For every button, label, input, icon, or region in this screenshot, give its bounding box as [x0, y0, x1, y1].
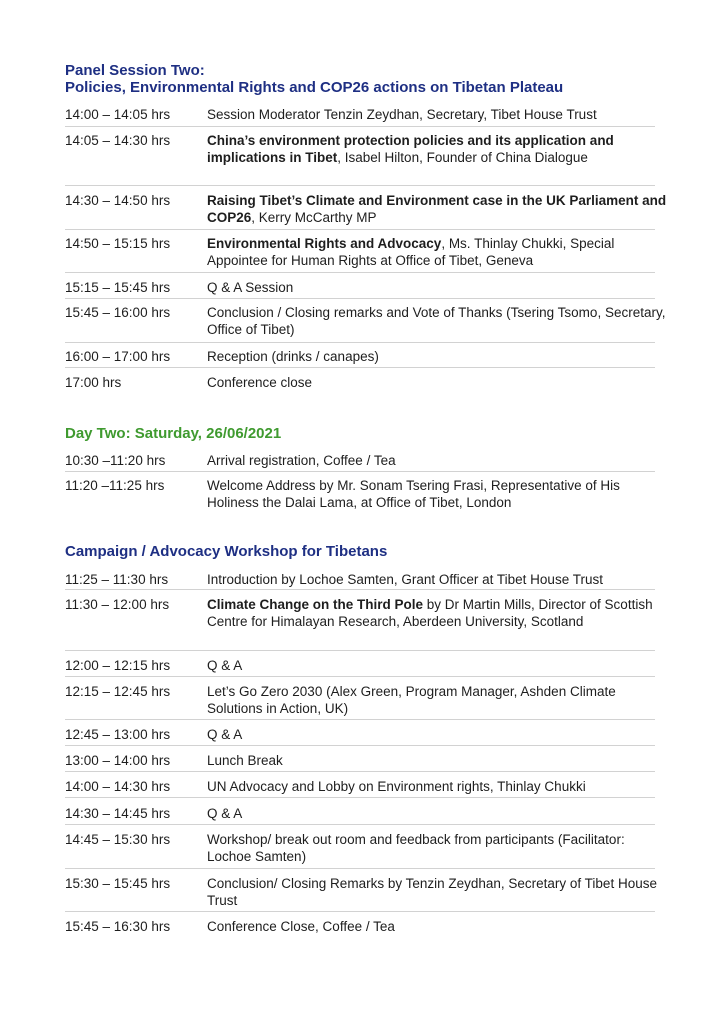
row-title-bold: China’s environment protection policies and its application and implications in Tibet: [207, 133, 614, 165]
row-divider: [65, 471, 655, 472]
row-time: 14:30 – 14:50 hrs: [65, 193, 171, 208]
row-description: [207, 452, 667, 469]
row-description: [207, 918, 667, 935]
row-divider: [65, 719, 655, 720]
row-text: Q & A: [207, 727, 243, 742]
row-divider: [65, 797, 655, 798]
row-divider: [65, 824, 655, 825]
row-text: , Isabel Hilton, Founder of China Dialogue: [337, 150, 588, 165]
row-text: Reception (drinks / canapes): [207, 349, 379, 364]
row-divider: [65, 911, 655, 912]
row-divider: [65, 342, 655, 343]
row-divider: [65, 771, 655, 772]
row-text: Conference close: [207, 375, 313, 390]
row-divider: [65, 298, 655, 299]
row-text: Welcome Address by Mr. Sonam Tsering Frasi, Representative of His Holiness the Dalai Lama, at Office of Tibet, London: [207, 478, 620, 510]
row-time: 14:00 – 14:05 hrs: [65, 107, 171, 122]
row-text: Session Moderator Tenzin Zeydhan, Secretary, Tibet House Trust: [207, 107, 597, 122]
row-text: Introduction by Lochoe Samten, Grant Officer at Tibet House Trust: [207, 572, 603, 587]
row-time: 11:25 – 11:30 hrs: [65, 572, 169, 587]
row-text: Conference Close, Coffee / Tea: [207, 919, 395, 934]
workshop-heading: Campaign / Advocacy Workshop for Tibetans: [65, 543, 388, 560]
row-divider: [65, 650, 655, 651]
row-description: [207, 348, 667, 365]
row-time: 15:30 – 15:45 hrs: [65, 876, 171, 891]
row-time: 13:00 – 14:00 hrs: [65, 753, 171, 768]
row-description: [207, 683, 667, 717]
row-divider: [65, 229, 655, 230]
row-time: 14:50 – 15:15 hrs: [65, 236, 171, 251]
row-description: [207, 571, 667, 588]
row-description: [207, 596, 667, 630]
row-time: 14:05 – 14:30 hrs: [65, 133, 171, 148]
row-description: [207, 805, 667, 822]
row-time: 12:15 – 12:45 hrs: [65, 684, 171, 699]
row-text: , Ms. Thinlay Chukki, Special Appointee for Human Rights at Office of Tibet, Geneva: [207, 236, 615, 268]
row-description: [207, 106, 667, 123]
row-time: 15:45 – 16:00 hrs: [65, 305, 171, 320]
row-text: by Dr Martin Mills, Director of Scottish Centre for Himalayan Research, Aberdeen University, Scotland: [207, 597, 653, 629]
row-description: [207, 235, 667, 269]
row-description: [207, 875, 667, 909]
row-text: Arrival registration, Coffee / Tea: [207, 453, 396, 468]
row-text: Let’s Go Zero 2030 (Alex Green, Program Manager, Ashden Climate Solutions in Action, UK): [207, 684, 616, 716]
panel-heading-line2: Policies, Environmental Rights and COP26 actions on Tibetan Plateau: [65, 79, 564, 96]
row-text: Lunch Break: [207, 753, 283, 768]
row-title-bold: Environmental Rights and Advocacy: [207, 236, 442, 251]
row-text: Q & A Session: [207, 280, 294, 295]
row-divider: [65, 272, 655, 273]
row-time: 17:00 hrs: [65, 375, 122, 390]
row-description: [207, 374, 667, 391]
row-time: 12:00 – 12:15 hrs: [65, 658, 171, 673]
row-time: 10:30 –11:20 hrs: [65, 453, 166, 468]
row-time: 15:15 – 15:45 hrs: [65, 280, 171, 295]
row-description: [207, 752, 667, 769]
row-time: 14:45 – 15:30 hrs: [65, 832, 171, 847]
row-text: Workshop/ break out room and feedback from participants (Facilitator: Lochoe Samten): [207, 832, 625, 864]
row-time: 12:45 – 13:00 hrs: [65, 727, 171, 742]
row-divider: [65, 126, 655, 127]
row-time: 14:30 – 14:45 hrs: [65, 806, 171, 821]
row-divider: [65, 676, 655, 677]
row-description: [207, 192, 667, 226]
row-time: 15:45 – 16:30 hrs: [65, 919, 171, 934]
row-divider: [65, 185, 655, 186]
panel-heading-line1: Panel Session Two:: [65, 62, 205, 79]
row-description: [207, 304, 667, 338]
row-description: [207, 279, 667, 296]
row-divider: [65, 868, 655, 869]
row-divider: [65, 367, 655, 368]
row-description: [207, 726, 667, 743]
row-time: 16:00 – 17:00 hrs: [65, 349, 171, 364]
row-text: UN Advocacy and Lobby on Environment rights, Thinlay Chukki: [207, 779, 586, 794]
row-text: Q & A: [207, 806, 243, 821]
row-description: [207, 657, 667, 674]
row-description: [207, 778, 667, 795]
row-title-bold: Climate Change on the Third Pole: [207, 597, 424, 612]
row-text: Conclusion/ Closing Remarks by Tenzin Zeydhan, Secretary of Tibet House Trust: [207, 876, 657, 908]
day-two-heading: Day Two: Saturday, 26/06/2021: [65, 425, 282, 442]
row-time: 11:20 –11:25 hrs: [65, 478, 165, 493]
row-divider: [65, 745, 655, 746]
row-description: [207, 831, 667, 865]
row-description: [207, 132, 667, 166]
row-time: 14:00 – 14:30 hrs: [65, 779, 171, 794]
row-divider: [65, 589, 655, 590]
row-time: 11:30 – 12:00 hrs: [65, 597, 170, 612]
row-text: Q & A: [207, 658, 243, 673]
row-text: Conclusion / Closing remarks and Vote of Thanks (Tsering Tsomo, Secretary, Office of Tibet): [207, 305, 666, 337]
row-title-bold: Raising Tibet’s Climate and Environment case in the UK Parliament and COP26: [207, 193, 667, 225]
row-description: [207, 477, 667, 511]
row-text: , Kerry McCarthy MP: [251, 210, 377, 225]
